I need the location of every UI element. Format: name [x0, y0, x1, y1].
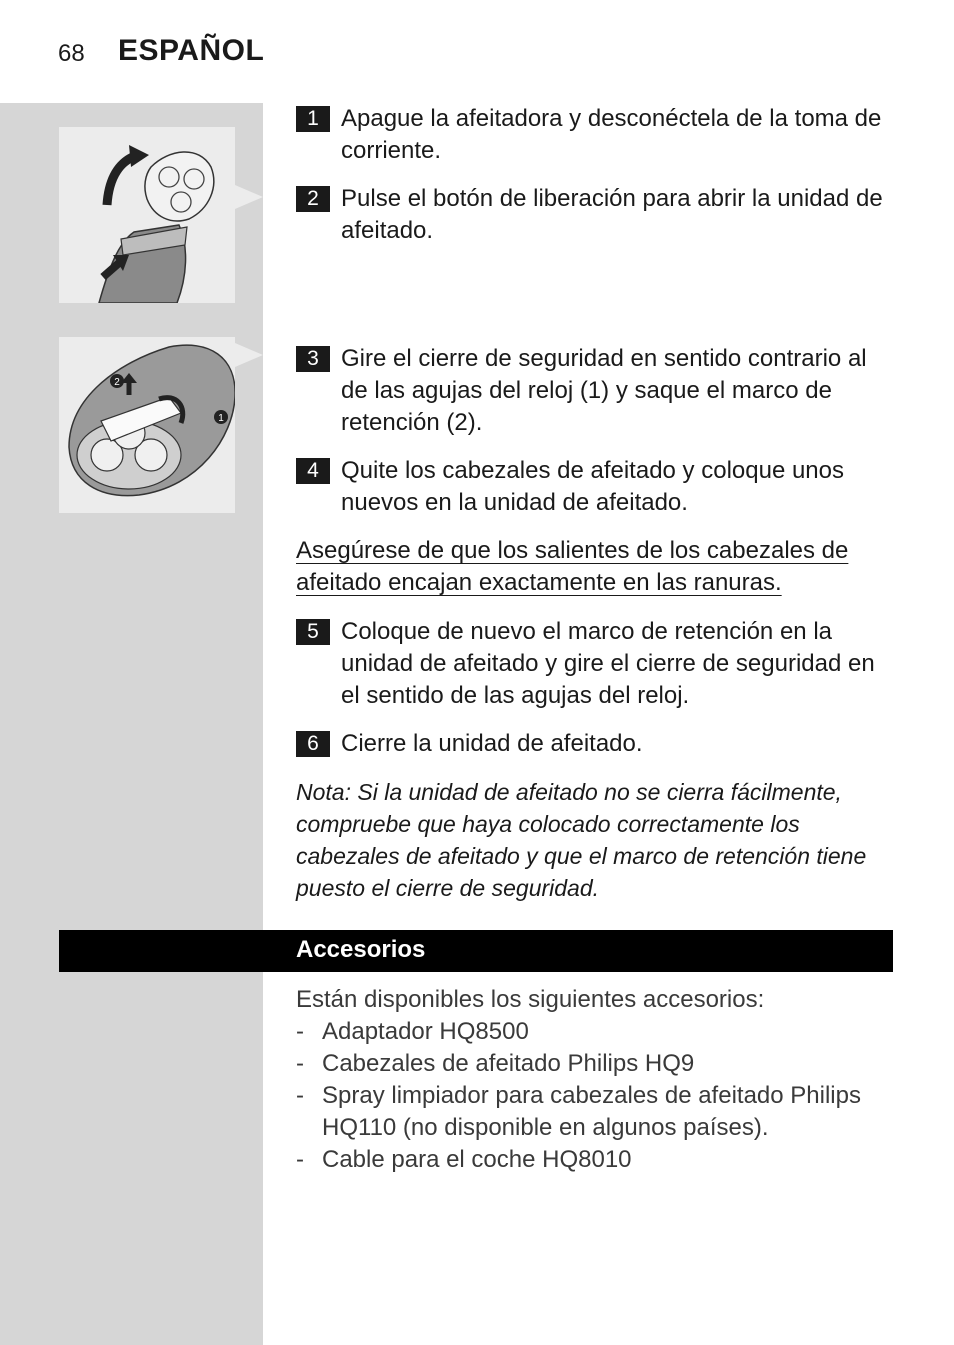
shaving-heads-illustration [59, 337, 235, 513]
shaver-open-illustration [59, 127, 235, 303]
accessories-intro: Están disponibles los siguientes accesorios: [296, 986, 765, 1013]
illustration-pointer [235, 343, 263, 367]
step-text: Gire el cierre de seguridad en sentido contrario al de las agujas del reloj (1) y saque el marco de retención (2). [341, 345, 867, 436]
accessory-item: Cabezales de afeitado Philips HQ9 [322, 1050, 695, 1077]
step-text: Apague la afeitadora y desconéctela de la toma de corriente. [341, 105, 882, 164]
step-number-badge: 1 [296, 106, 330, 132]
step-number-badge: 3 [296, 346, 330, 372]
step-number-badge: 6 [296, 731, 330, 757]
step-6 [296, 728, 896, 760]
warning-text: Asegúrese de que los salientes de los cabezales de afeitado encajan exactamente en las ranuras. [296, 537, 849, 596]
dash-bullet: - [296, 1146, 304, 1173]
dash-bullet: - [296, 1050, 304, 1077]
step-number-badge: 4 [296, 458, 330, 484]
accessory-item: Spray limpiador para cabezales de afeitado Philips HQ110 (no disponible en algunos países). [322, 1082, 861, 1141]
shaving-heads-retaining-frame-icon [59, 337, 235, 513]
step-4 [296, 455, 896, 519]
step-number-badge: 5 [296, 619, 330, 645]
dash-bullet: - [296, 1082, 304, 1109]
page-number: 68 [58, 40, 85, 67]
list-item [296, 1144, 896, 1176]
step-text: Pulse el botón de liberación para abrir la unidad de afeitado. [341, 185, 883, 244]
accessory-item: Adaptador HQ8500 [322, 1018, 529, 1045]
step-text: Cierre la unidad de afeitado. [341, 730, 643, 757]
illustration-pointer [235, 185, 263, 209]
step-1 [296, 103, 896, 167]
section-heading: Accesorios [296, 936, 426, 963]
shaver-open-unit-icon [59, 127, 235, 303]
fig2-label-2: 2 [114, 377, 120, 388]
step-3 [296, 343, 896, 439]
list-item [296, 1080, 896, 1144]
accessories-section [296, 984, 896, 1176]
accessory-item: Cable para el coche HQ8010 [322, 1146, 632, 1173]
step-5 [296, 616, 896, 712]
section-language-title: ESPAÑOL [118, 34, 265, 67]
fig2-label-1: 1 [218, 413, 224, 424]
dash-bullet: - [296, 1018, 304, 1045]
list-item [296, 1048, 896, 1080]
step-text: Quite los cabezales de afeitado y coloque unos nuevos en la unidad de afeitado. [341, 457, 845, 516]
step-number-badge: 2 [296, 186, 330, 212]
list-item [296, 1016, 896, 1048]
accessories-list [296, 1016, 896, 1176]
step-text: Coloque de nuevo el marco de retención en la unidad de afeitado y gire el cierre de seguridad en el sentido de las agujas del reloj. [341, 618, 875, 709]
section-heading-bar [59, 930, 893, 972]
step-2 [296, 183, 896, 247]
note-text: Nota: Si la unidad de afeitado no se cierra fácilmente, compruebe que haya colocado correctamente los cabezales de afeitado y que el marco de retención tiene puesto el cierre de seguridad. [296, 779, 867, 901]
